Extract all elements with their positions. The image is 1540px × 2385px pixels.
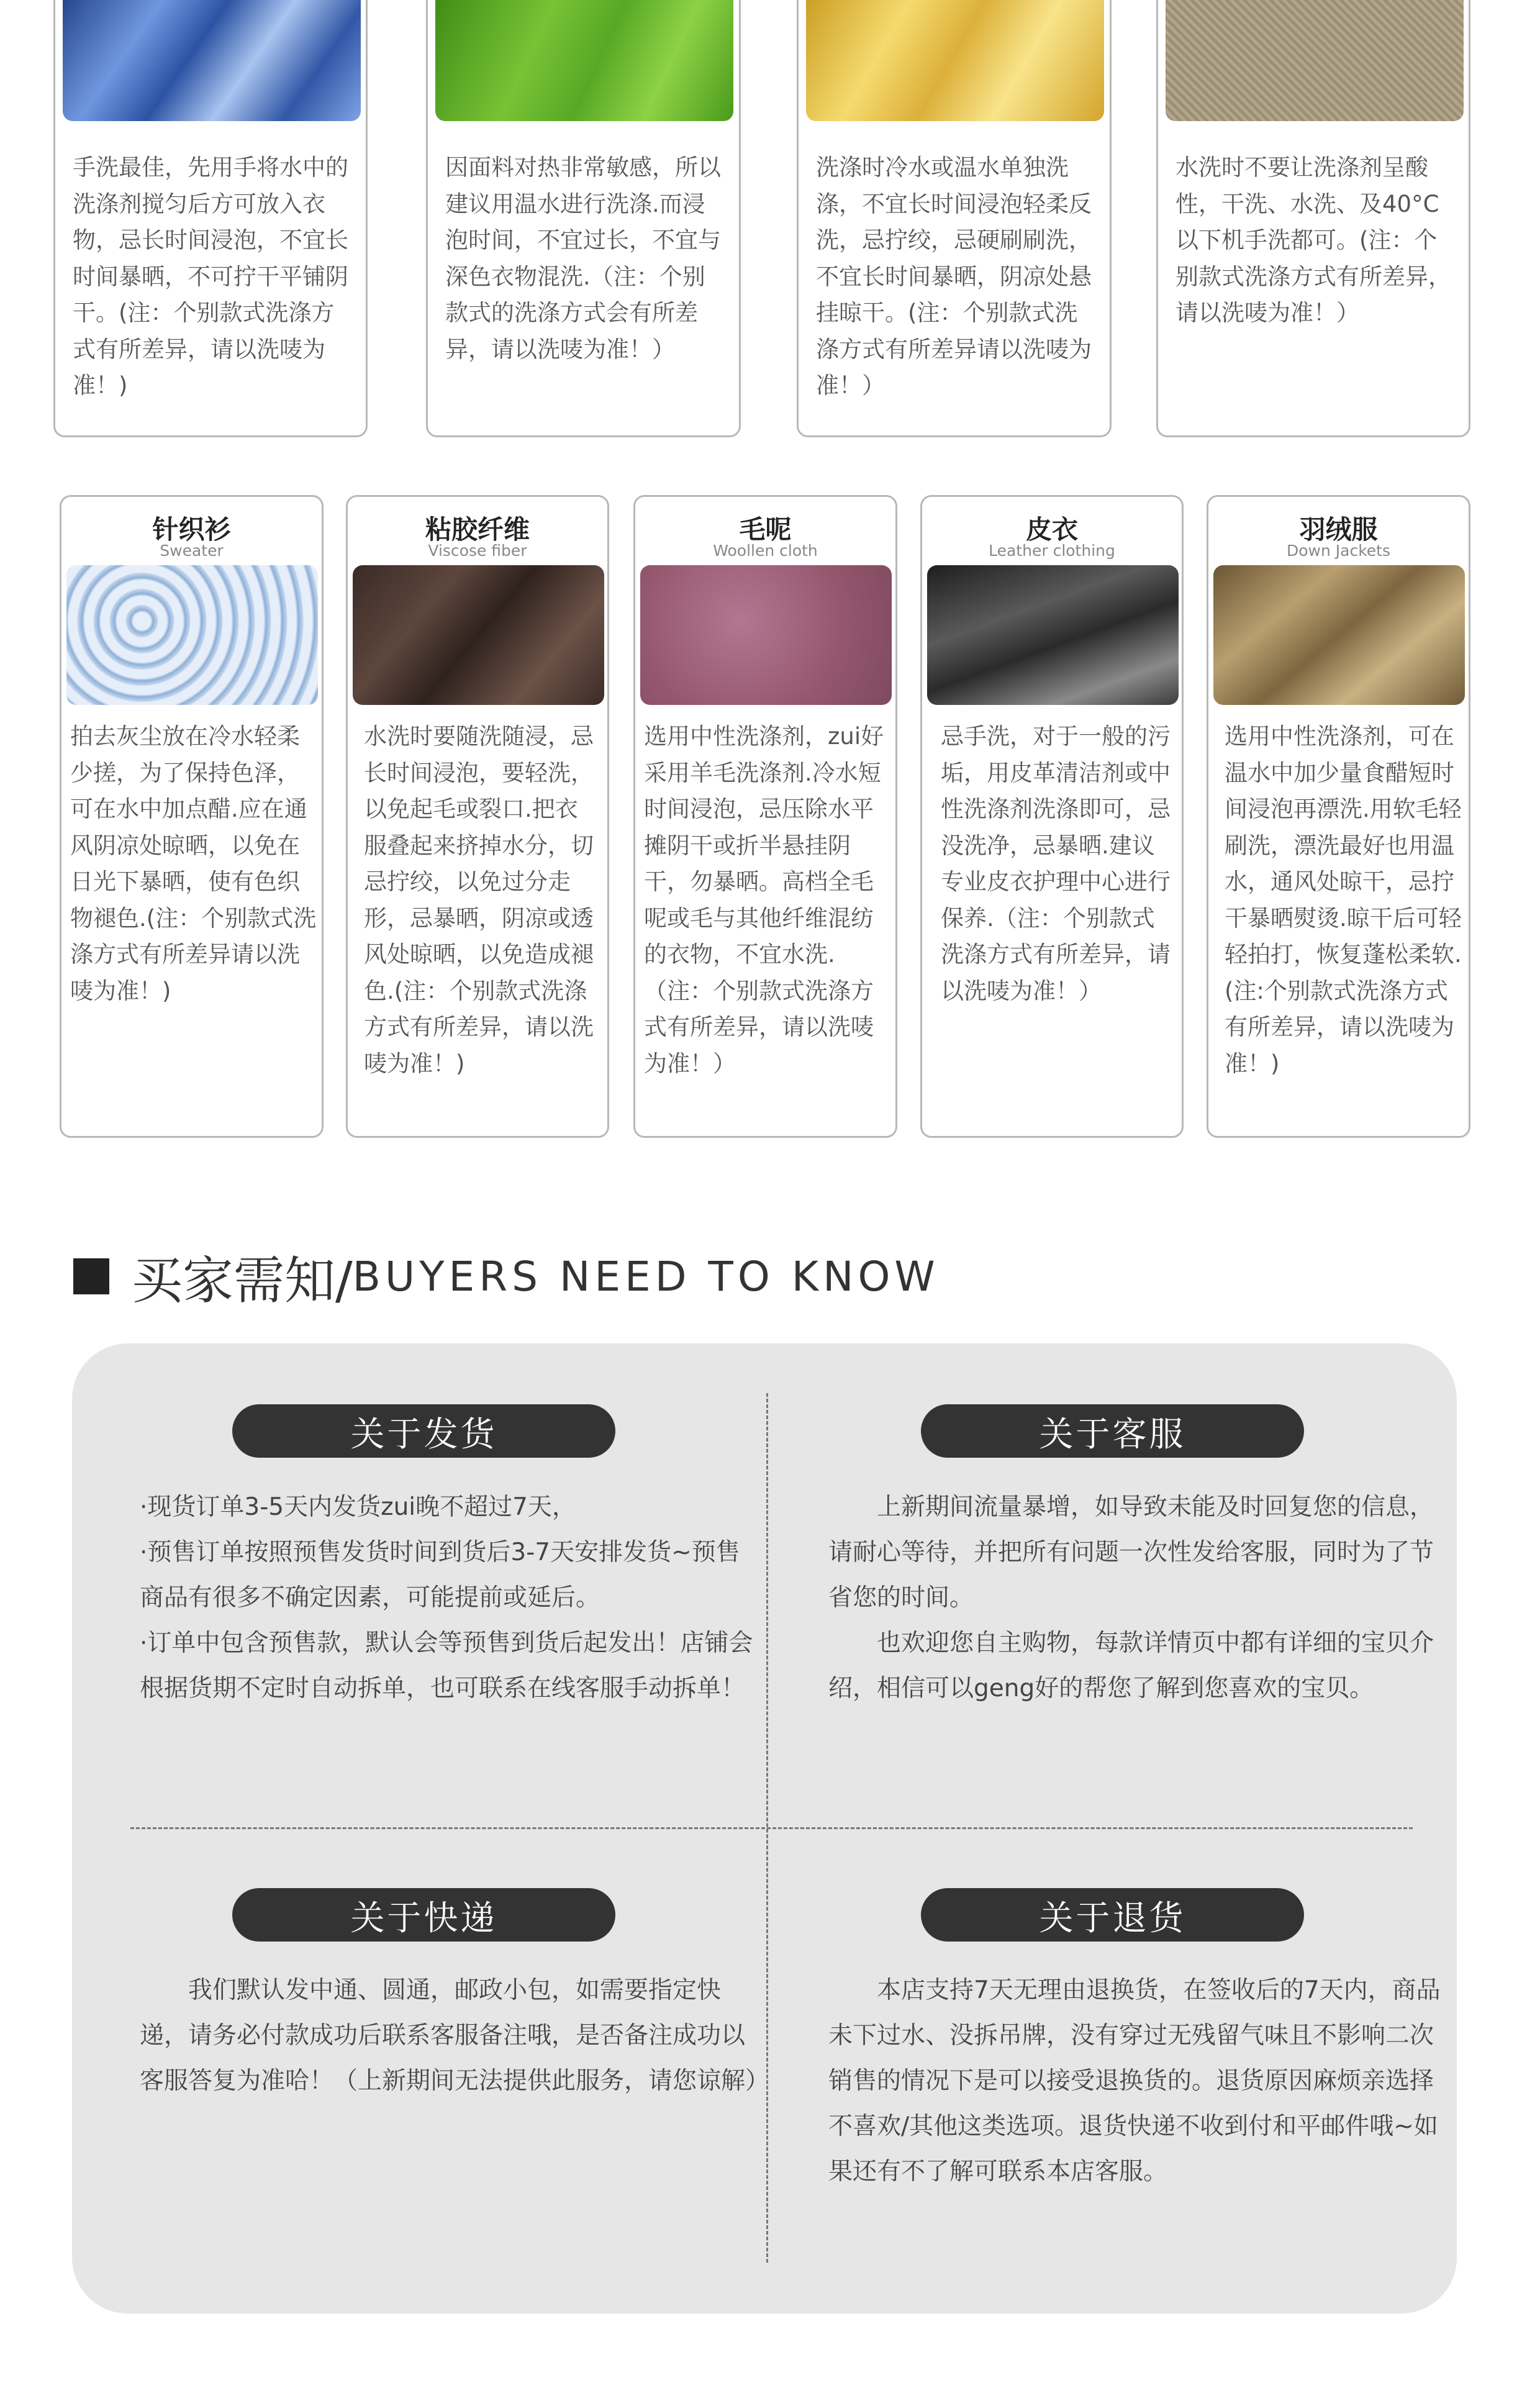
fabric-name: 皮衣 (1025, 514, 1078, 545)
fabric-swatch-image (66, 565, 318, 705)
fabric-swatch-image (640, 565, 892, 705)
fabric-swatch-image (353, 565, 604, 705)
fabric-name-en: Leather clothing (989, 542, 1115, 560)
care-instructions: 手洗最佳，先用手将水中的洗涤剂搅匀后方可放入衣物，忌长时间浸泡，不宜长时间暴晒，不可拧干平铺阴干。(注：个别款式洗涤方式有所差异，请以洗唛为准！) (73, 154, 348, 399)
fabric-name-en: Viscose fiber (428, 542, 527, 560)
fabric-card-3 (797, 0, 1112, 437)
fabric-swatch-image (927, 565, 1179, 705)
fabric-name: 粘胶纤维 (425, 514, 530, 545)
returns-text: 本店支持7天无理由退换货，在签收后的7天内，商品未下过水、没拆吊牌，没有穿过无残留气味且不影响二次销售的情况下是可以接受退换货的。退货原因麻烦亲选择不喜欢/其他这类选项。退货快递不收到付和平邮件哦~如果还有不了解可联系本店客服。 (828, 1976, 1441, 2186)
returns-heading: 关于退货 (921, 1888, 1304, 1942)
fabric-name-en: Down Jackets (1286, 542, 1391, 560)
shipping-text: ·现货订单3-5天内发货zui晚不超过7天， ·预售订单按照预售发货时间到货后3-7天安排发货~预售商品有很多不确定因素，可能提前或延后。 ·订单中包含预售款，默认会等预售到货后起发出！店铺会根据货期不定时自动拆单，也可联系在线客服手动拆单！ (140, 1493, 753, 1702)
fabric-card-4 (1156, 0, 1470, 437)
fabric-card-sweater (60, 495, 324, 1138)
section-title-en: BUYERS NEED TO KNOW (352, 1252, 940, 1301)
fabric-name: 毛呢 (739, 514, 792, 545)
fabric-card-viscose (346, 495, 609, 1138)
section-title-zh: 买家需知/ (132, 1251, 353, 1311)
fabric-name: 针织衫 (152, 514, 231, 545)
fabric-card-down (1207, 495, 1470, 1138)
care-instructions: 忌手洗，对于一般的污垢，用皮革清洁剂或中性洗涤剂洗涤即可，忌没洗净，忌暴晒.建议专业皮衣护理中心进行保养.（注：个别款式洗涤方式有所差异，请以洗唛为准！） (941, 723, 1171, 1004)
fabric-swatch-image (1213, 565, 1465, 705)
care-instructions: 因面料对热非常敏感，所以建议用温水进行洗涤.而浸泡时间，不宜过长，不宜与深色衣物混洗.（注：个别款式的洗涤方式会有所差异，请以洗唛为准！） (445, 154, 721, 363)
fabric-name-en: Woollen cloth (713, 542, 818, 560)
fabric-swatch-image (1166, 0, 1464, 121)
fabric-card-1 (53, 0, 368, 437)
fabric-swatch-image (63, 0, 361, 121)
fabric-name-en: Sweater (160, 542, 224, 560)
square-bullet-icon (73, 1258, 109, 1294)
express-text: 我们默认发中通、圆通，邮政小包，如需要指定快递，请务必付款成功后联系客服备注哦，是否备注成功以客服答复为准哈！（上新期间无法提供此服务，请您谅解） (140, 1976, 770, 2095)
care-instructions: 水洗时要随洗随浸，忌长时间浸泡，要轻洗，以免起毛或裂口.把衣服叠起来挤掉水分，切忌拧绞，以免过分走形，忌暴晒，阴凉或透风处晾晒，以免造成褪色.(注：个别款式洗涤方式有所差异，请以洗唛为准！) (364, 723, 594, 1077)
fabric-swatch-image (806, 0, 1104, 121)
fabric-swatch-image (435, 0, 733, 121)
shipping-heading: 关于发货 (232, 1404, 615, 1458)
care-instructions: 水洗时不要让洗涤剂呈酸性，干洗、水洗、及40°C以下机手洗都可。(注：个别款式洗涤方式有所差异，请以洗唛为准！） (1175, 154, 1451, 326)
fabric-card-leather (920, 495, 1184, 1138)
fabric-name: 羽绒服 (1299, 514, 1378, 545)
care-instructions: 洗涤时冷水或温水单独洗涤，不宜长时间浸泡轻柔反洗，忌拧绞，忌硬刷刷洗，不宜长时间暴晒，阴凉处悬挂晾干。(注：个别款式洗涤方式有所差异请以洗唛为准！） (816, 154, 1092, 399)
horizontal-divider (130, 1827, 1413, 1829)
fabric-card-wool (633, 495, 897, 1138)
section-title (73, 1245, 940, 1311)
service-heading: 关于客服 (921, 1404, 1304, 1458)
fabric-card-2 (426, 0, 741, 437)
care-instructions: 拍去灰尘放在冷水轻柔少搓，为了保持色泽，可在水中加点醋.应在通风阴凉处晾晒，以免在日光下暴晒，使有色织物褪色.(注：个别款式洗涤方式有所差异请以洗唛为准！) (70, 723, 317, 1004)
care-instructions: 选用中性洗涤剂，可在温水中加少量食醋短时间浸泡再漂洗.用软毛轻刷洗，漂洗最好也用温水，通风处晾干，忌拧干暴晒熨烫.晾干后可轻轻拍打，恢复蓬松柔软.(注:个别款式洗涤方式有所差异，请以洗唛为准！) (1225, 723, 1462, 1077)
express-heading: 关于快递 (232, 1888, 615, 1942)
service-text: 上新期间流量暴增，如导致未能及时回复您的信息，请耐心等待，并把所有问题一次性发给客服，同时为了节省您的时间。 也欢迎您自主购物，每款详情页中都有详细的宝贝介绍，相信可以geng好的帮您了解到您喜欢的宝贝。 (828, 1493, 1434, 1702)
care-instructions: 选用中性洗涤剂，zui好采用羊毛洗涤剂.冷水短时间浸泡，忌压除水平摊阴干或折半悬挂阴干，勿暴晒。高档全毛呢或毛与其他纤维混纺的衣物，不宜水洗.（注：个别款式洗涤方式有所差异，请以洗唛为准！） (644, 723, 884, 1077)
